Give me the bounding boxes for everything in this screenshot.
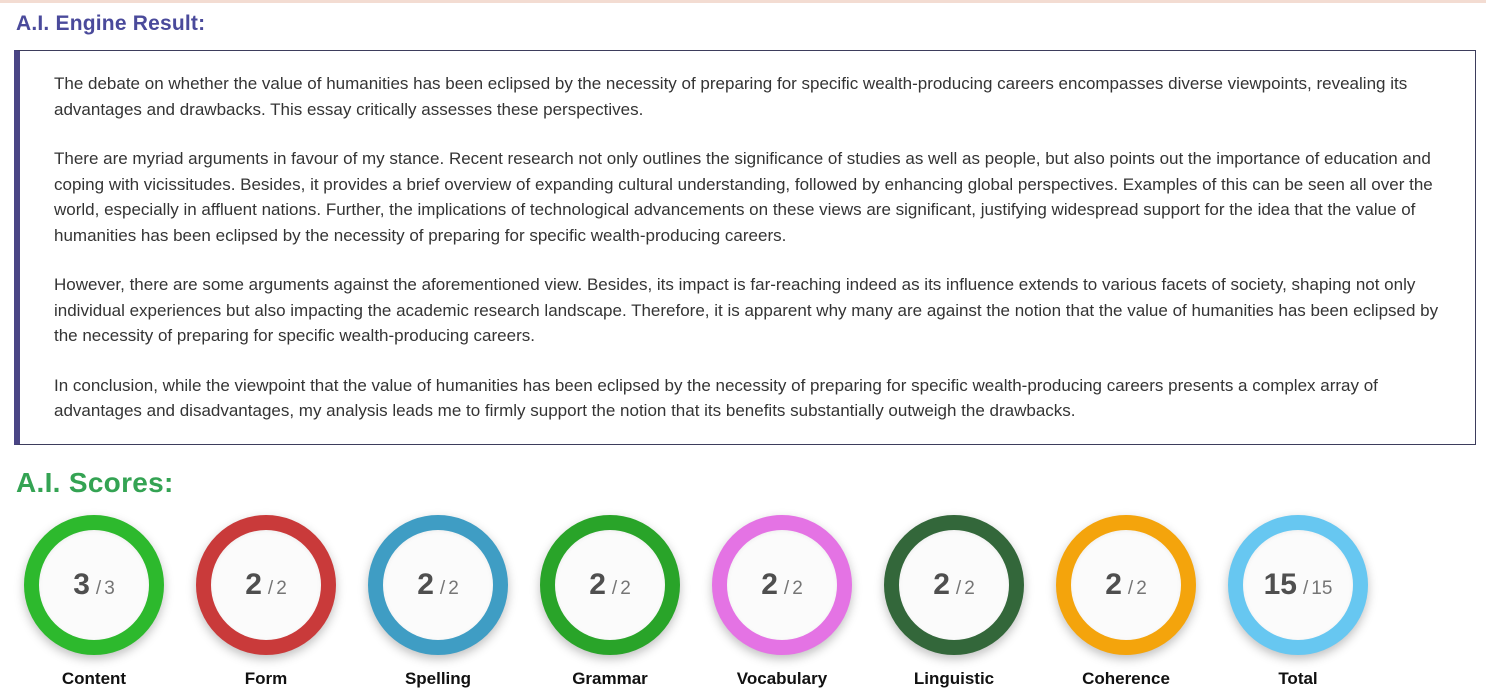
score-card bbox=[1212, 515, 1384, 689]
essay-paragraph: In conclusion, while the viewpoint that the value of humanities has been eclipsed by the necessity of preparing for specific wealth-producing careers presents a complex array of advantages and disadvantages, my analysis leads me to firmly support the notion that its benefits substantially outweigh the drawbacks. bbox=[54, 375, 1378, 420]
scores-heading: A.I. Scores: bbox=[16, 466, 174, 498]
essay-result-box bbox=[14, 50, 1476, 445]
score-label: Coherence bbox=[1082, 668, 1170, 688]
score-max: 2 bbox=[448, 577, 459, 599]
score-card bbox=[524, 515, 696, 689]
score-card bbox=[8, 515, 180, 689]
score-value: 2 bbox=[589, 567, 606, 601]
score-text bbox=[1264, 568, 1333, 602]
score-text bbox=[761, 568, 803, 602]
score-max: 15 bbox=[1311, 577, 1333, 599]
score-separator: / bbox=[783, 577, 790, 599]
score-ring bbox=[1056, 515, 1196, 655]
score-value: 2 bbox=[761, 567, 778, 601]
score-max: 2 bbox=[276, 577, 287, 599]
score-ring bbox=[24, 515, 164, 655]
score-value: 15 bbox=[1263, 567, 1297, 601]
score-value: 2 bbox=[933, 567, 950, 601]
score-value: 2 bbox=[417, 567, 434, 601]
score-separator: / bbox=[955, 577, 962, 599]
score-max: 2 bbox=[620, 577, 631, 599]
scores-row bbox=[0, 515, 1486, 689]
score-separator: / bbox=[439, 577, 446, 599]
score-card bbox=[352, 515, 524, 689]
score-max: 2 bbox=[964, 577, 975, 599]
score-label: Vocabulary bbox=[736, 668, 828, 688]
score-label: Grammar bbox=[572, 668, 648, 688]
score-ring bbox=[884, 515, 1024, 655]
score-ring bbox=[196, 515, 336, 655]
score-ring bbox=[712, 515, 852, 655]
essay-paragraph: The debate on whether the value of humanities has been eclipsed by the necessity of preparing for specific wealth-producing careers encompasses diverse viewpoints, revealing its advantages and drawbacks. This essay critically assesses these perspectives. bbox=[54, 74, 1408, 119]
score-label: Linguistic bbox=[913, 668, 995, 688]
score-max: 2 bbox=[1136, 577, 1147, 599]
score-separator: / bbox=[1127, 577, 1134, 599]
score-separator: / bbox=[267, 577, 274, 599]
score-max: 2 bbox=[792, 577, 803, 599]
score-card bbox=[180, 515, 352, 689]
score-card bbox=[696, 515, 868, 689]
score-max: 3 bbox=[104, 577, 115, 599]
score-ring bbox=[1228, 515, 1368, 655]
score-value: 2 bbox=[245, 567, 262, 601]
score-value: 2 bbox=[1105, 567, 1122, 601]
score-label: Form bbox=[244, 668, 288, 688]
score-text bbox=[589, 568, 631, 602]
score-text bbox=[417, 568, 459, 602]
essay-paragraph: There are myriad arguments in favour of my stance. Recent research not only outlines the significance of studies as well as people, but also points out the importance of education and coping with vicissitudes. Besides, it provides a brief overview of expanding cultural understanding, followed by enhancing global perspectives. Examples of this can be seen all over the world, especially in affluent nations. Further, the implications of technological advancements on these views are significant, justifying widespread support for the idea that the value of humanities has been eclipsed by the necessity of preparing for specific wealth-producing careers. bbox=[54, 149, 1433, 245]
engine-result-heading: A.I. Engine Result: bbox=[16, 12, 206, 35]
score-separator: / bbox=[611, 577, 618, 599]
score-value: 3 bbox=[73, 567, 90, 601]
score-ring bbox=[368, 515, 508, 655]
score-ring bbox=[540, 515, 680, 655]
score-label: Content bbox=[61, 668, 127, 688]
score-label: Total bbox=[1278, 668, 1318, 688]
score-text bbox=[933, 568, 975, 602]
score-card bbox=[1040, 515, 1212, 689]
score-card bbox=[868, 515, 1040, 689]
score-text bbox=[245, 568, 287, 602]
score-text bbox=[1105, 568, 1147, 602]
score-label: Spelling bbox=[404, 668, 472, 688]
score-separator: / bbox=[1302, 577, 1309, 599]
score-text bbox=[73, 568, 115, 602]
essay-paragraph: However, there are some arguments against the aforementioned view. Besides, its impact is far-reaching indeed as its influence extends to various facets of society, shaping not only individual experiences but also impacting the academic research landscape. Therefore, it is apparent why many are against the notion that the value of humanities has been eclipsed by the necessity of preparing for specific wealth-producing careers. bbox=[54, 275, 1439, 345]
score-separator: / bbox=[95, 577, 102, 599]
